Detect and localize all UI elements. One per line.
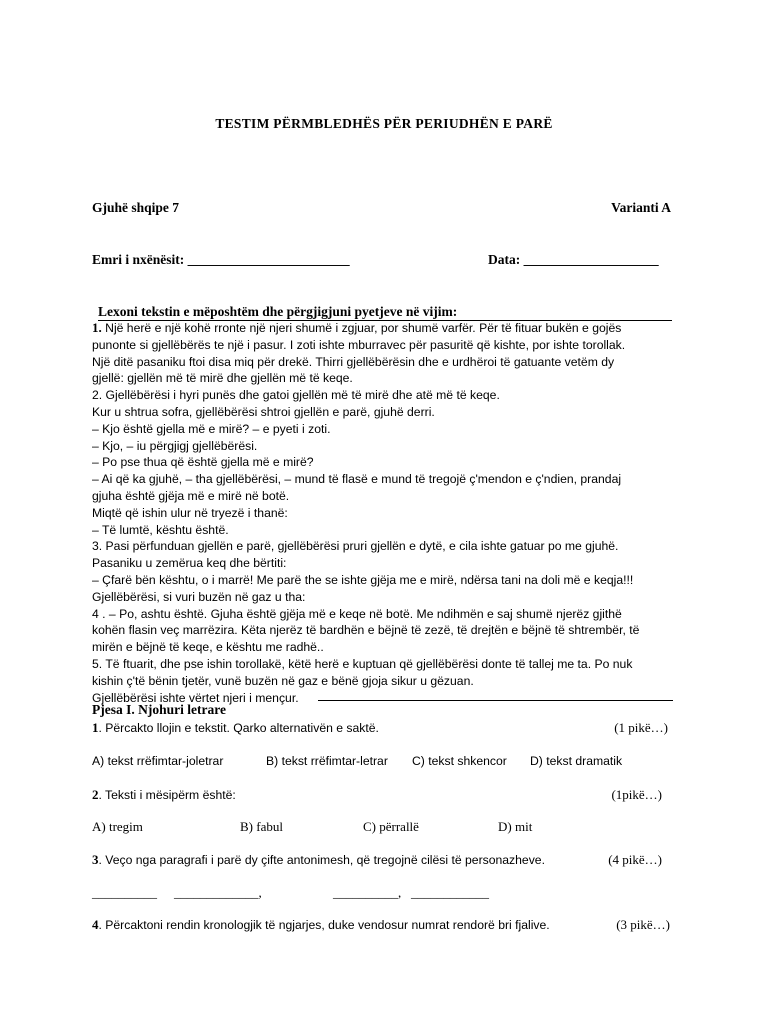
q1-option-a[interactable]: A) tekst rrëfimtar-joletrar [92, 754, 224, 768]
passage-line: Pasaniku u zemërua keq dhe bërtiti: [92, 556, 287, 571]
passage-line: – Kjo, – iu përgjigj gjellëbërësi. [92, 438, 258, 453]
question-number: 4 [92, 917, 99, 932]
passage-line: – Çfarë bën kështu, o i marrë! Me parë the se ishte gjëja me e mirë, ndërsa tani na doli më e keqja!!! [92, 572, 634, 587]
passage-line: punonte si gjellëbërës te një i pasur. I zoti ishte mburravec për pasuritë që kishte, por ishte torollak. [92, 337, 626, 352]
q2-option-a[interactable]: A) tregim [92, 819, 143, 834]
question-text: . Veço nga paragrafi i parë dy çifte antonimesh, që tregojnë cilësi të personazheve. [98, 853, 545, 867]
question-number: 2 [92, 787, 99, 802]
passage-line: – Ai që ka gjuhë, – tha gjellëbërësi, – mund të flasë e mund të tregojë ç'mendon e ç'ndien, prandaj [92, 472, 622, 487]
q3-answer-blank[interactable]: _____________, [174, 885, 262, 900]
date-field [488, 252, 659, 268]
q2-option-d[interactable]: D) mit [498, 819, 533, 834]
q3-answer-blank[interactable]: ____________ [411, 885, 489, 900]
section-title: Pjesa I. Njohuri letrare [92, 702, 226, 717]
question-2-points: (1pikë…) [611, 787, 662, 802]
question-1-points: (1 pikë…) [614, 720, 668, 735]
q1-option-c[interactable]: C) tekst shkencor [412, 754, 507, 768]
q1-option-d[interactable]: D) tekst dramatik [530, 754, 623, 768]
passage [92, 320, 692, 706]
passage-line: 4 . – Po, ashtu është. Gjuha është gjëja më e keqe në botë. Me ndihmën e saj shumë njerëz gjithë [92, 606, 622, 621]
passage-line: – Kjo është gjella më e mirë? – e pyeti i zoti. [92, 421, 331, 436]
passage-line: – Të lumtë, kështu është. [92, 522, 229, 537]
question-4-points: (3 pikë…) [616, 917, 670, 932]
student-name-field [92, 252, 350, 268]
passage-line: Një ditë pasaniku ftoi disa miq për drekë. Thirri gjellëbërësin dhe e urdhëroi të gatuante vetëm dy [92, 354, 615, 369]
passage-line: mirën e bëjnë të keqe, e kështu me radhë.. [92, 640, 324, 655]
date-blank: ____________________ [523, 252, 659, 267]
question-3-points: (4 pikë…) [608, 852, 662, 867]
question-4 [92, 917, 550, 933]
question-number: 1 [92, 720, 99, 735]
passage-line: 5. Të ftuarit, dhe pse ishin torollakë, këtë herë e kuptuan që gjellëbërësi donte të tallej me ta. Po nuk [92, 656, 633, 671]
subject-label: Gjuhë shqipe 7 [92, 200, 180, 215]
passage-line: Kur u shtrua sofra, gjellëbërësi shtroi gjellën e parë, gjuhë derri. [92, 404, 435, 419]
passage-line: gjuha është gjëja më e mirë në botë. [92, 488, 290, 503]
variant-label: Varianti A [611, 200, 671, 215]
passage-first-number: 1. [92, 320, 102, 335]
q3-answer-blank[interactable]: __________ [92, 885, 157, 900]
passage-line: 1. Një herë e një kohë rronte një njeri shumë i zgjuar, por shumë varfër. Për të fituar bukën e gojës [92, 320, 622, 335]
passage-line: kishin ç'të bënin tjetër, vunë buzën në gaz e bënë gjoja sikur u gëzuan. [92, 673, 474, 688]
q3-answer-blank[interactable]: __________, [333, 885, 402, 900]
student-name-label: Emri i nxënësit: [92, 252, 185, 267]
passage-line: – Po pse thua që është gjella më e mirë? [92, 455, 314, 470]
date-label: Data: [488, 252, 521, 267]
passage-end-rule [318, 700, 673, 701]
passage-line: 2. Gjellëbërësi i hyri punës dhe gatoi gjellën më të mirë dhe atë më të keqe. [92, 388, 500, 403]
question-number: 3 [92, 852, 99, 867]
instruction-text: Lexoni tekstin e mëposhtëm dhe përgjigjuni pyetjeve në vijim: [98, 304, 458, 319]
question-1 [92, 720, 379, 736]
passage-line: Gjellëbërësi, si vuri buzën në gaz u tha: [92, 589, 306, 604]
question-text: . Teksti i mësipërm është: [98, 788, 236, 802]
question-2 [92, 787, 236, 803]
instruction [98, 304, 672, 321]
question-3 [92, 852, 545, 868]
passage-line: Gjellëbërësi ishte vërtet njeri i mençur. [92, 690, 299, 705]
passage-line: kohën flasin veç marrëzira. Këta njerëz të bardhën e bëjnë të zezë, të drejtën e bëjnë të shtrembër, të [92, 623, 640, 638]
passage-line: Miqtë që ishin ulur në tryezë i thanë: [92, 505, 288, 520]
q1-option-b[interactable]: B) tekst rrëfimtar-letrar [266, 754, 388, 768]
page-title: TESTIM PËRMBLEDHËS PËR PERIUDHËN E PARË [215, 116, 553, 131]
q2-option-c[interactable]: C) përrallë [363, 819, 419, 834]
q2-option-b[interactable]: B) fabul [240, 819, 283, 834]
question-text: . Përcaktoni rendin kronologjik të ngjarjes, duke vendosur numrat rendorë bri fjalive. [98, 918, 550, 932]
passage-line: 3. Pasi përfunduan gjellën e parë, gjellëbërësi pruri gjellën e dytë, e cila ishte gatuar po me gjuhë. [92, 539, 619, 554]
student-name-blank: ________________________ [187, 252, 350, 267]
question-text: . Përcakto llojin e tekstit. Qarko alternativën e saktë. [98, 721, 379, 735]
passage-line: gjellë: gjellën më të mirë dhe gjellën më të keqe. [92, 371, 353, 386]
